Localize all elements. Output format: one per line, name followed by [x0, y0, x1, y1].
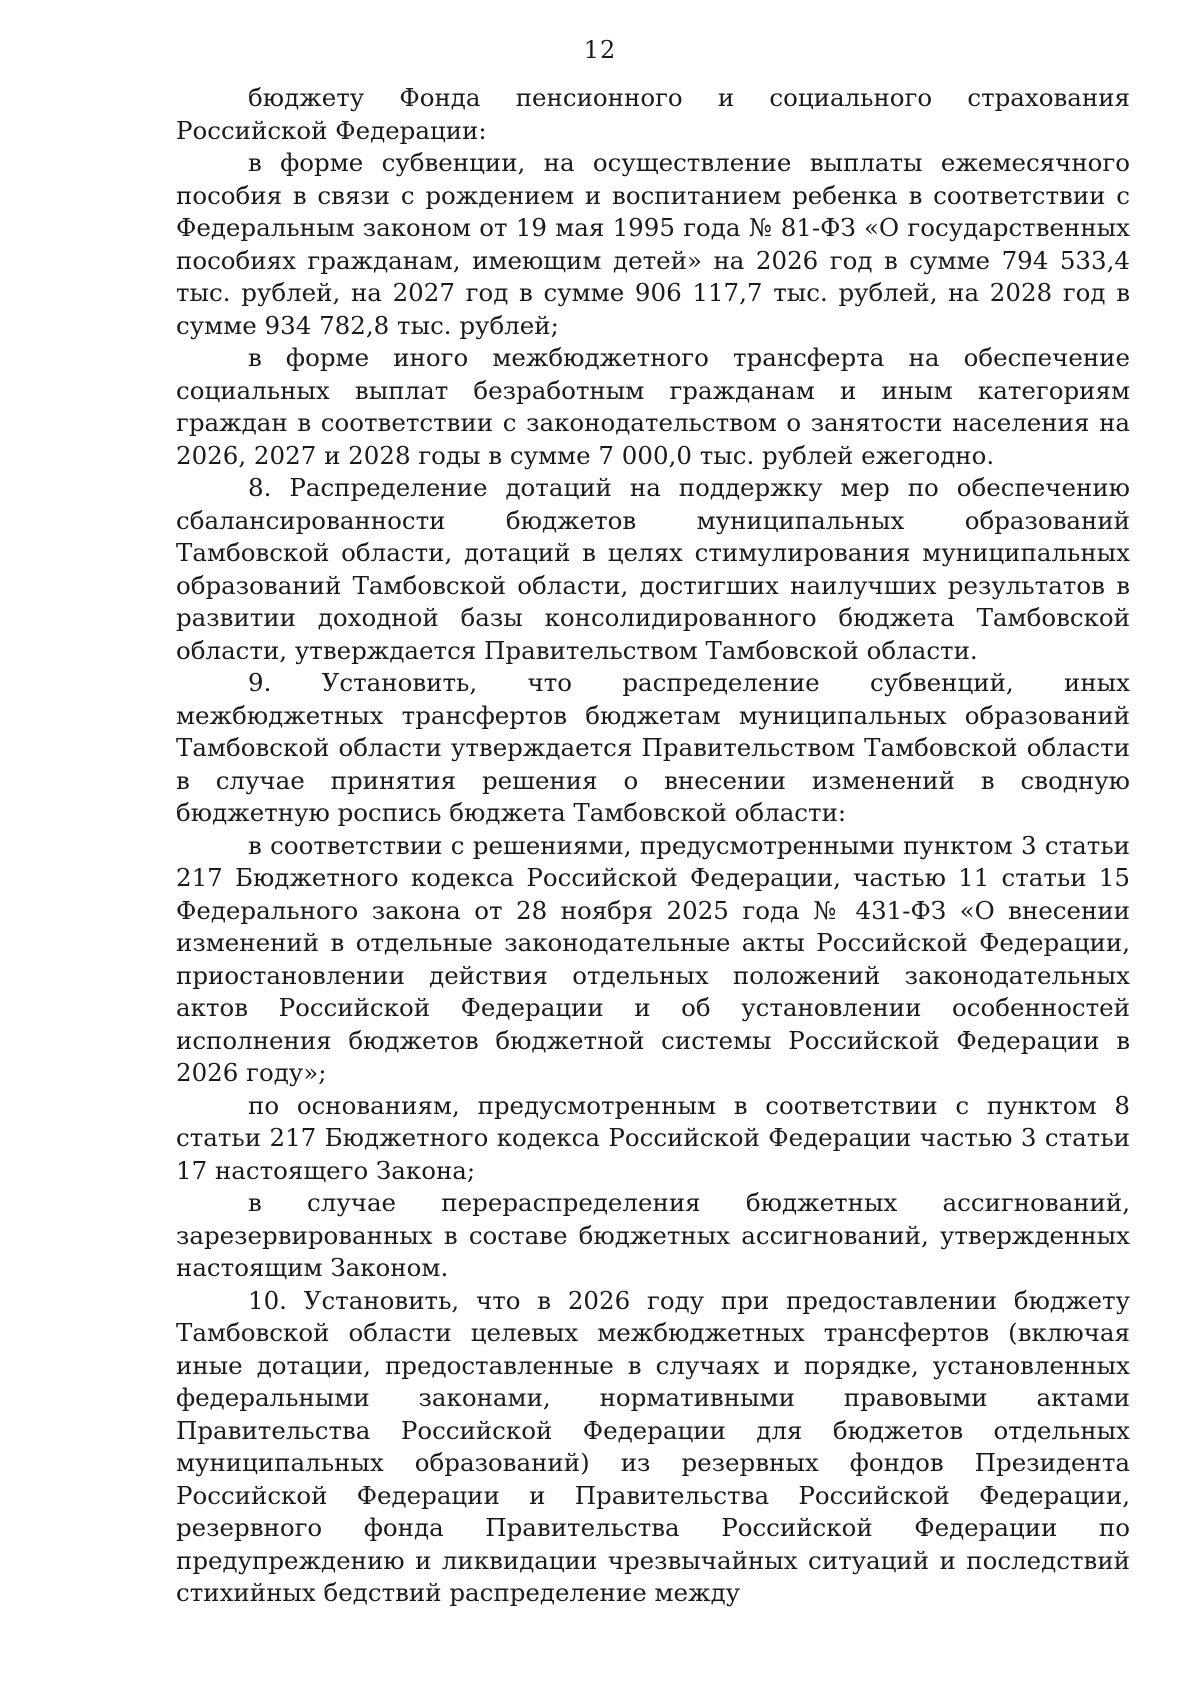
- page-number: 12: [583, 36, 617, 64]
- document-body: [176, 82, 1130, 1610]
- paragraph-item-9-grounds: по основаниям, предусмотренным в соответствии с пунктом 8 статьи 217 Бюджетного кодекса Российской Федерации частью 3 статьи 17 настоящего Закона;: [176, 1090, 1130, 1185]
- paragraph-item-8: 8. Распределение дотаций на поддержку мер по обеспечению сбалансированности бюджетов муниципальных образований Тамбовской области, дотаций в целях стимулирования муниципальных образований Тамбовской области, достигших наилучших результатов в развитии доходной базы консолидированного бюджета Тамбовской области, утверждается Правительством Тамбовской области.: [176, 473, 1130, 665]
- paragraph-item-9: 9. Установить, что распределение субвенций, иных межбюджетных трансфертов бюджетам муниципальных образований Тамбовской области утверждается Правительством Тамбовской области в случае принятия решения о внесении изменений в сводную бюджетную роспись бюджета Тамбовской области:: [176, 668, 1130, 827]
- paragraph-unemployment-transfer: в форме иного межбюджетного трансферта на обеспечение социальных выплат безработным гражданам и иным категориям граждан в соответствии с законодательством о занятости населения на 2026, 2027 и 2028 годы в сумме 7 000,0 тыс. рублей ежегодно.: [176, 343, 1130, 470]
- paragraph-item-9-reallocation: в случае перераспределения бюджетных ассигнований, зарезервированных в составе бюджетных ассигнований, утвержденных настоящим Законом.: [176, 1188, 1130, 1282]
- paragraph-child-allowance-subvention: в форме субвенции, на осуществление выплаты ежемесячного пособия в связи с рождением и воспитанием ребенка в соответствии с Федеральным законом от 19 мая 1995 года № 81-ФЗ «О государственных пособиях гражданам, имеющим детей» на 2026 год в сумме 794 533,4 тыс. рублей, на 2027 год в сумме 906 117,7 тыс. рублей, на 2028 год в сумме 934 782,8 тыс. рублей;: [176, 148, 1130, 340]
- paragraph-item-9-decisions: в соответствии с решениями, предусмотренными пунктом 3 статьи 217 Бюджетного кодекса Российской Федерации, частью 11 статьи 15 Федерального закона от 28 ноября 2025 года № 431-ФЗ «О внесении изменений в отдельные законодательные акты Российской Федерации, приостановлении действия отдельных положений законодательных актов Российской Федерации и об установлении особенностей исполнения бюджетов бюджетной системы Российской Федерации в 2026 году»;: [176, 830, 1130, 1087]
- paragraph-fund-budget: бюджету Фонда пенсионного и социального страхования Российской Федерации:: [176, 83, 1130, 145]
- paragraph-item-10: 10. Установить, что в 2026 году при предоставлении бюджету Тамбовской области целевых межбюджетных трансфертов (включая иные дотации, предоставленные в случаях и порядке, установленных федеральными законами, нормативными правовыми актами Правительства Российской Федерации для бюджетов отдельных муниципальных образований) из резервных фондов Президента Российской Федерации и Правительства Российской Федерации, резервного фонда Правительства Российской Федерации по предупреждению и ликвидации чрезвычайных ситуаций и последствий стихийных бедствий распределение между: [176, 1285, 1130, 1607]
